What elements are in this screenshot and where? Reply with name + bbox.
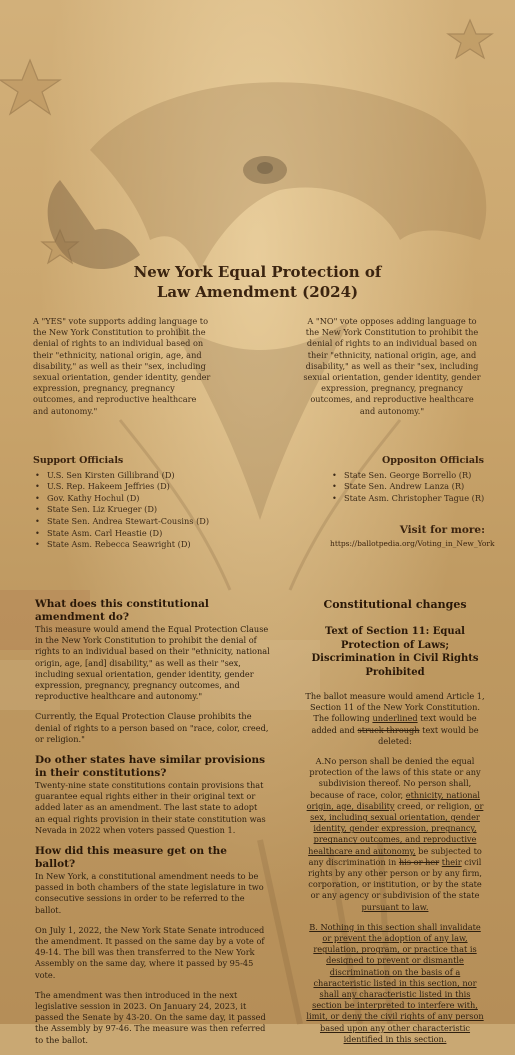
opposition-item: • State Sen. Andrew Lanza (R): [330, 481, 490, 493]
faq-answer-3c: The amendment was then introduced in the next legislative session in 2023. On January 24, 2023, it passed the Senate by 43-20. On the same day, it passed the Assembly by 97-46. The measure was then referred to the ballot.: [35, 989, 266, 1045]
support-item: • U.S. Rep. Hakeem Jeffries (D): [33, 481, 233, 493]
visit-more: [330, 524, 495, 549]
faq-answer-3: In New York, a constitutional amendment needs to be passed in both chambers of the state legislature in two consecutive sessions in order to be referred to the ballot.: [35, 871, 264, 915]
faq-answer-1b: Currently, the Equal Protection Clause prohibits the denial of rights to a person based on "race, color, creed, or religion.": [35, 711, 269, 744]
faq-question-2: Do other states have similar provisions in their constitutions?: [35, 754, 266, 780]
faq-answer-2: Twenty-nine state constitutions contain provisions that guarantee equal rights either in their original text or added later as an amendment. The last state to adopt an equal rights provision in their state constitution was Nevada in 2022 when voters passed Question 1.: [35, 780, 266, 835]
yes-vote-description: A "YES" vote supports adding language to the New York Constitution to prohibit the denial of rights to an individual based on their "ethnicity, national origin, age, and disability," as well as their "sex, including sexual orientation, gender identity, gender expression, pregnancy, pregnancy outcomes, and reproductive healthcare and autonomy.": [33, 316, 211, 416]
section-a-added: ethnicity, national origin, age, disability: [306, 789, 481, 811]
opposition-list: [330, 470, 490, 505]
section-title: Text of Section 11: Equal Protection of Laws; Discrimination in Civil Rights Prohibited: [311, 626, 479, 678]
page-title: New York Equal Protection of Law Amendment (2024): [133, 263, 382, 301]
visit-label: Visit for more:: [399, 524, 485, 536]
section-a-added: or sex, including sexual orientation, gender identity, gender expression, pregnancy, pregnancy outcomes, and reproductive healthcare and autonomy,: [308, 800, 484, 856]
support-heading: Support Officials: [33, 455, 124, 466]
support-officials: [33, 455, 233, 551]
section-a-text: [304, 756, 486, 913]
section-a-part: civil rights by any other person or by any firm, corporation, or institution, or by the state or any agency or subdivision of the state: [308, 856, 482, 901]
section-a-part: creed, or religion,: [394, 800, 475, 811]
opposition-item: • State Asm. Christopher Tague (R): [330, 493, 490, 505]
section-a-added: pursuant to law.: [361, 901, 429, 912]
section-a-added: their: [441, 856, 462, 867]
opposition-officials: [330, 455, 490, 504]
visit-link[interactable]: https://ballotpedia.org/Voting_in_New_York: [330, 539, 495, 548]
faq-column: [35, 598, 270, 1055]
faq-question-1: What does this constitutional amendment do?: [35, 598, 209, 623]
intro-text: text would be deleted:: [378, 724, 479, 746]
support-item: • State Asm. Rebecca Seawright (D): [33, 539, 233, 551]
intro-underlined: underlined: [372, 713, 418, 724]
intro-struck: struck-through: [357, 724, 420, 735]
intro-text: The ballot measure would amend Article 1, Section 11 of the New York Constitution. The following: [305, 691, 485, 724]
intro-text: text would be added and: [311, 713, 477, 735]
support-item: • U.S. Sen Kirsten Gillibrand (D): [33, 470, 233, 482]
amendment-intro: [304, 691, 486, 747]
section-a-part: A.No person shall be denied the equal protection of the laws of this state or any subdivision thereof. No person shall, because of race, color,: [309, 756, 481, 800]
section-a-part: be subjected to any discrimination in: [308, 845, 482, 867]
faq-answer-1: This measure would amend the Equal Protection Clause in the New York Constitution to prohibit the denial of rights to an individual based on their "ethnicity, national origin, age, [and] disability," as well as their "sex, including sexual orientation, gender identity, gender expression, pregnancy, pregnancy outcomes, and reproductive healthcare and autonomy.": [35, 624, 270, 702]
opposition-item: • State Sen. George Borrello (R): [330, 470, 490, 482]
opposition-heading: Oppositon Officials: [382, 455, 484, 466]
constitutional-changes-column: [304, 598, 486, 1054]
section-a-deleted: his or her: [398, 856, 440, 867]
constitutional-changes-heading: Constitutional changes: [323, 598, 467, 611]
support-list: [33, 470, 233, 551]
no-vote-description: A "NO" vote opposes adding language to the New York Constitution to prohibit the denial of rights to an individual based on their "ethnicity, national origin, age, and disability," as well as their "sex, including sexual orientation, gender identity, gender expression, pregnancy, pregnancy outcomes, and reproductive healthcare and autonomy.": [303, 316, 481, 416]
faq-question-3: How did this measure get on the ballot?: [35, 845, 227, 871]
support-item: • State Asm. Carl Heastie (D): [33, 528, 233, 540]
support-item: • Gov. Kathy Hochul (D): [33, 493, 233, 505]
support-item: • State Sen. Liz Krueger (D): [33, 504, 233, 516]
faq-answer-3b: On July 1, 2022, the New York State Senate introduced the amendment. It passed on the same day by a vote of 49-14. The bill was then transferred to the New York Assembly on the same day, where it passed by 95-45 vote.: [35, 924, 265, 980]
support-item: • State Sen. Andrea Stewart-Cousins (D): [33, 516, 233, 528]
section-b-text: B. Nothing in this section shall invalidate or prevent the adoption of any law, regulation, program, or practice that is designed to prevent or dismantle discrimination on the basis of a characteristic listed in this section, nor shall any characteristic listed in this section be interpreted to interfere with, limit, or deny the civil rights of any person based upon any other characteristic identified in this section.: [306, 921, 484, 1044]
